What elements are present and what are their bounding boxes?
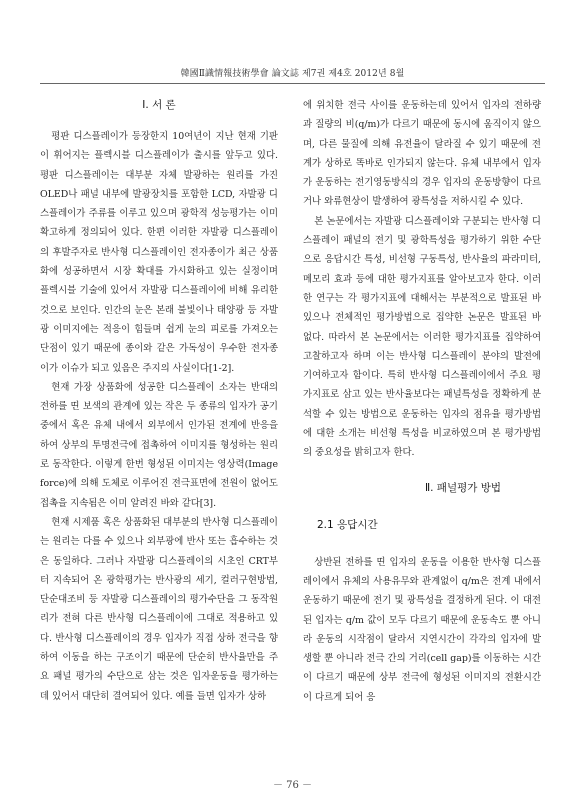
left-column — [40, 95, 278, 706]
section-title-introduction: Ⅰ. 서 론 — [142, 99, 176, 111]
intro-paragraph-3-continued: 에 위치한 전극 사이를 운동하는데 있어서 입자의 전하량과 질량의 비(q/m)가 다르기 때문에 동시에 움직이지 않으며, 다른 물질에 의해 유전율이 달라질 수 있기 때문에 전계가 상하로 똑바로 인가되지 않는다. 유체 내부에서 입자가 운동하는 전기영동방식의 경우 입자의 운동방향이 다르거나 와류현상이 발생하여 광특성을 저하시킬 수 있다. — [303, 100, 541, 208]
header-rule — [40, 83, 545, 84]
response-time-paragraph-1: 상반된 전하를 띤 입자의 운동을 이용한 반사형 디스플레이에서 유체의 사용유무와 관계없이 q/m은 전계 내에서 운동하기 때문에 전기 및 광특성을 결정하게 된다. 이 대전된 입자는 q/m 값이 모두 다르기 때문에 운동속도 뿐 아니라 운동의 시작점이 달라서 지연시간이 각각의 입자에 발생할 뿐 아니라 전극 간의 거리(cell gap)를 이동하는 시간이 다르기 때문에 상부 전극에 형성된 이미지의 전환시간이 다르게 되어 응 — [303, 556, 541, 703]
subsection-title-response-time: 2.1 응답시간 — [317, 518, 378, 531]
intro-paragraph-1: 평판 디스플레이가 등장한지 10여년이 지난 현재 기판이 휘어지는 플렉시블 디스플레이가 출시를 앞두고 있다. 평판 디스플레이는 대부분 자체 발광하는 원리를 가진 OLED나 패널 내부에 발광장치를 포함한 LCD, 자발광 디스플레이가 주류를 이루고 있으며 광학적 성능평가는 이미 확고하게 정의되어 있다. 한편 이러한 자발광 디스플레이의 후발주자로 반사형 디스플레이인 전자종이가 최근 상품화에 성공하면서 시장 확대를 가시화하고 있는 실정이며 플렉시블 기술에 있어서 자발광 디스플레이에 비해 유리한 것으로 보인다. 인간의 눈은 본래 불빛이나 태양광 등 자발광 이미지에는 적응이 힘들며 쉽게 눈의 피로를 가져오는 단점이 있기 때문에 종이와 같은 가독성이 우수한 전자종이가 이슈가 되고 있음은 주지의 사실이다[1-2]. — [40, 131, 278, 374]
running-header — [0, 66, 585, 79]
journal-running-title: 韓國Ⅱ識情報技術學會 論文誌 제7권 제4호 2012년 8월 — [180, 69, 405, 79]
right-column — [303, 96, 541, 707]
page-number: － 76 － — [272, 780, 313, 791]
intro-paragraph-2: 현재 가장 상품화에 성공한 디스플레이 소자는 반대의 전하를 띤 보색의 관계에 있는 작은 두 종류의 입자가 공기 중에서 혹은 유체 내에서 외부에서 인가된 전계에 반응을 하여 상부의 투명전극에 접촉하여 이미지를 형성하는 원리로 동작한다. 이렇게 한번 형성된 이미지는 영상력(Image force)에 의해 도체로 이루어진 전극표면에 전원이 없어도 접촉을 지속됨은 이미 알려진 바와 같다[3]. — [40, 381, 278, 509]
intro-paragraph-4: 본 논문에서는 자발광 디스플레이와 구분되는 반사형 디스플레이 패널의 전기 및 광학특성을 평가하기 위한 수단으로 응답시간 특성, 비선형 구동특성, 반사율의 파라미터, 메모리 효과 등에 대한 평가지표를 알아보고자 한다. 이러한 연구는 각 평가지표에 대해서는 부분적으로 발표된 바 있으나 전체적인 평가방법으로 집약한 논문은 발표된 바 없다. 따라서 본 논문에서는 이러한 평가지표를 집약하여 고찰하고자 하며 이는 반사형 디스플레이 분야의 발전에 기여하고자 함이다. 특히 반사형 디스플레이에서 주요 평가지표로 삼고 있는 반사율보다는 패널특성을 정확하게 분석할 수 있는 방법으로 운동하는 입자의 점유율 평가방법에 대한 소개는 비선형 특성을 비교하였으며 본 평가방법의 중요성을 밝히고자 한다. — [303, 215, 541, 459]
intro-paragraph-3: 현재 시제품 혹은 상품화된 대부분의 반사형 디스플레이는 원리는 다를 수 있으나 외부광에 반사 또는 흡수하는 것은 동일하다. 그러나 자발광 디스플레이의 시초인 CRT부터 지속되어 온 광학평가는 반사광의 세기, 컬러구현방법, 단순대조비 등 자발광 디스플레이의 평가수단을 그 동작원리가 전혀 다른 반사형 디스플레이에 그대로 적용하고 있다. 반사형 디스플레이의 경우 입자가 직접 상하 전극을 향하여 이동을 하는 구조이기 때문에 단순히 반사율만을 주요 패널 평가의 수단으로 삼는 것은 입자운동을 평가하는데 있어서 대단히 결여되어 있다. 예를 들면 입자가 상하 — [40, 516, 278, 702]
section-title-panel-evaluation: Ⅱ. 패널평가 방법 — [424, 481, 501, 494]
